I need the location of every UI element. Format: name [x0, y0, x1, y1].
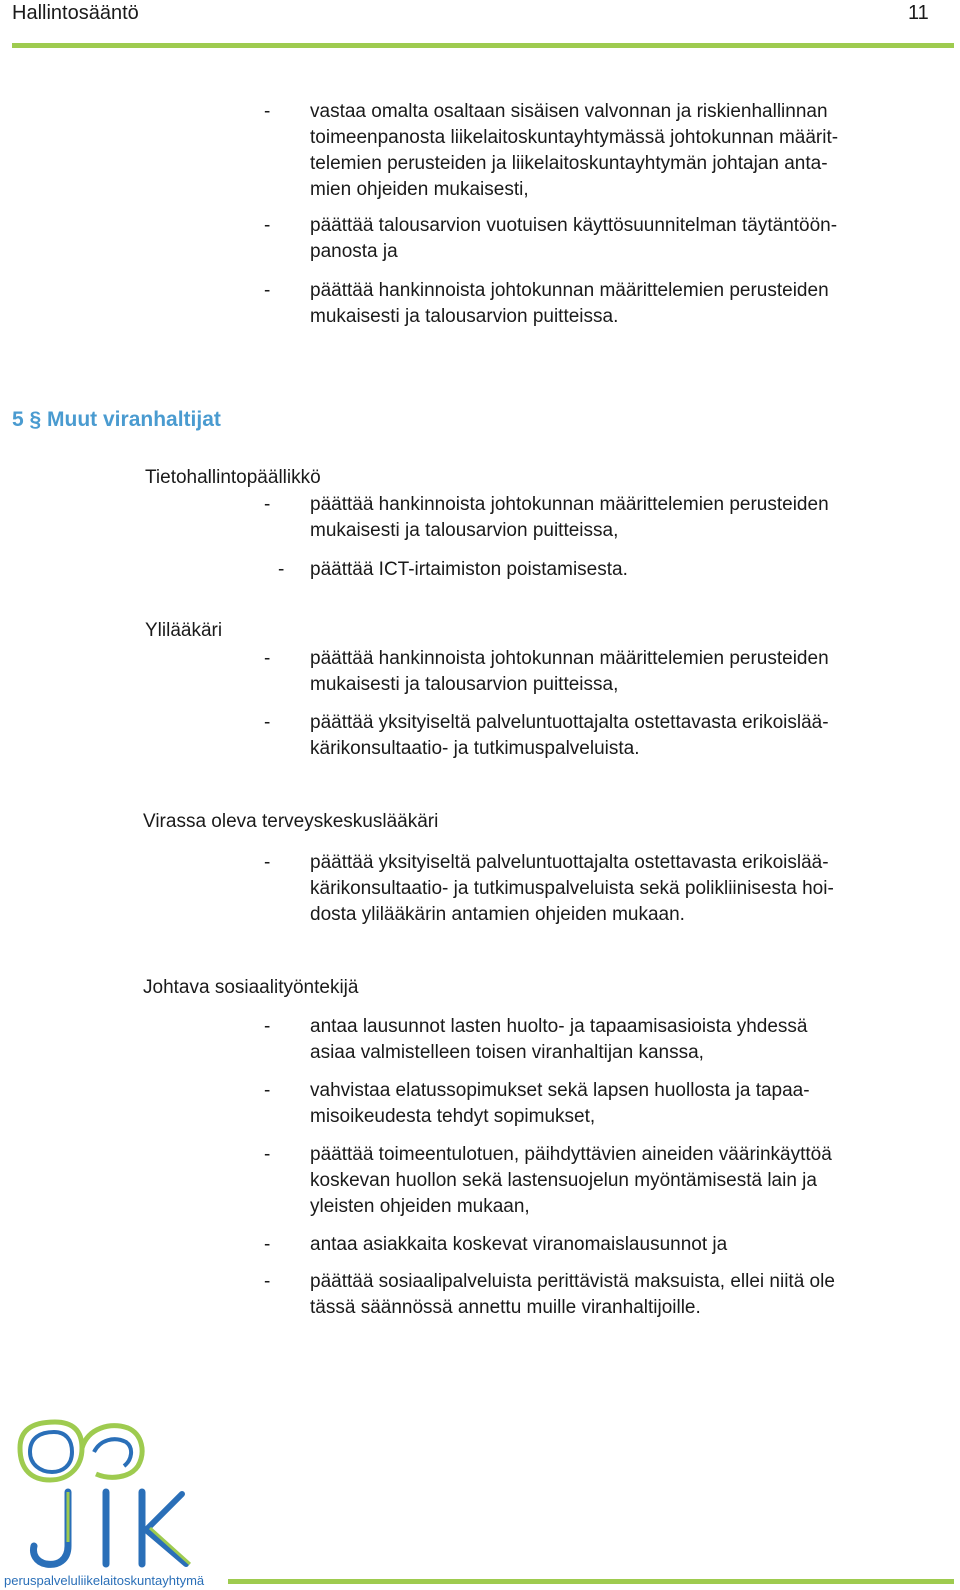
- list-item-text: [310, 850, 930, 928]
- text-line: yleisten ohjeiden mukaan,: [310, 1196, 530, 1217]
- text-line: mukaisesti ja talousarvion puitteissa.: [310, 306, 619, 327]
- list-item-text: [310, 492, 930, 544]
- list-item-text: [310, 710, 930, 762]
- text-line: päättää hankinnoista johtokunnan määrittelemien perusteiden: [310, 494, 829, 515]
- text-line: kärikonsultaatio- ja tutkimuspalveluista sekä polikliinisesta hoi-: [310, 878, 834, 899]
- footer-rule: [228, 1579, 954, 1584]
- list-dash: -: [264, 1234, 271, 1255]
- text-line: misoikeudesta tehdyt sopimukset,: [310, 1106, 596, 1127]
- text-line: päättää sosiaalipalveluista perittävistä maksuista, ellei niitä ole: [310, 1271, 835, 1292]
- text-line: telemien perusteiden ja liikelaitoskuntayhtymän johtajan anta-: [310, 153, 828, 174]
- list-dash: -: [264, 852, 271, 873]
- list-dash: -: [264, 1016, 271, 1037]
- list-item-text: [310, 1232, 930, 1258]
- header-rule: [12, 43, 954, 48]
- text-line: toimeenpanosta liikelaitoskuntayhtymässä johtokunnan määrit-: [310, 127, 839, 148]
- text-line: mien ohjeiden mukaisesti,: [310, 179, 529, 200]
- role-title: Tietohallintopäällikkö: [145, 467, 321, 488]
- text-line: asiaa valmistelleen toisen viranhaltijan kanssa,: [310, 1042, 704, 1063]
- text-line: mukaisesti ja talousarvion puitteissa,: [310, 674, 619, 695]
- logo-text: JIK: [10, 1418, 12, 1419]
- text-line: vastaa omalta osaltaan sisäisen valvonnan ja riskienhallinnan: [310, 101, 828, 122]
- section-heading: 5 § Muut viranhaltijat: [12, 408, 221, 431]
- list-dash: -: [264, 1080, 271, 1101]
- list-dash: -: [264, 101, 271, 122]
- list-dash: -: [264, 712, 271, 733]
- text-line: koskevan huollon sekä lastensuojelun myöntämisestä lain ja: [310, 1170, 817, 1191]
- text-line: tässä säännössä annettu muille viranhaltijoille.: [310, 1297, 701, 1318]
- list-dash: -: [264, 280, 271, 301]
- page-number: 11: [908, 2, 929, 24]
- list-dash: -: [264, 215, 271, 236]
- text-line: päättää toimeentulotuen, päihdyttävien aineiden väärinkäyttöä: [310, 1144, 832, 1165]
- document-title: Hallintosääntö: [12, 2, 139, 24]
- text-line: antaa asiakkaita koskevat viranomaislausunnot ja: [310, 1234, 728, 1255]
- text-line: päättää yksityiseltä palveluntuottajalta ostettavasta erikoislää-: [310, 712, 829, 733]
- text-line: mukaisesti ja talousarvion puitteissa,: [310, 520, 619, 541]
- list-dash: -: [264, 1271, 271, 1292]
- text-line: päättää yksityiseltä palveluntuottajalta ostettavasta erikoislää-: [310, 852, 829, 873]
- list-dash: -: [278, 559, 285, 580]
- list-dash: -: [264, 648, 271, 669]
- list-dash: -: [264, 1144, 271, 1165]
- list-item-text: [310, 213, 930, 265]
- list-item-text: [310, 1078, 930, 1130]
- text-line: vahvistaa elatussopimukset sekä lapsen huollosta ja tapaa-: [310, 1080, 810, 1101]
- text-line: päättää hankinnoista johtokunnan määrittelemien perusteiden: [310, 648, 829, 669]
- text-line: antaa lausunnot lasten huolto- ja tapaamisasioista yhdessä: [310, 1016, 808, 1037]
- role-title: Virassa oleva terveyskeskuslääkäri: [143, 811, 439, 832]
- list-item-text: [310, 1269, 930, 1321]
- list-dash: -: [264, 494, 271, 515]
- text-line: panosta ja: [310, 241, 398, 262]
- list-item-text: [310, 278, 930, 330]
- role-title: Johtava sosiaalityöntekijä: [143, 977, 359, 998]
- text-line: päättää talousarvion vuotuisen käyttösuunnitelman täytäntöön-: [310, 215, 838, 236]
- text-line: kärikonsultaatio- ja tutkimuspalveluista.: [310, 738, 640, 759]
- organization-logo: [10, 1418, 210, 1573]
- list-item-text: [310, 557, 930, 583]
- text-line: dosta ylilääkärin antamien ohjeiden mukaan.: [310, 904, 685, 925]
- list-item-text: [310, 99, 930, 203]
- list-item-text: [310, 646, 930, 698]
- role-title: Ylilääkäri: [145, 620, 223, 641]
- text-line: päättää ICT-irtaimiston poistamisesta.: [310, 559, 628, 580]
- organization-name: peruspalveluliikelaitoskuntayhtymä: [4, 1573, 205, 1588]
- list-item-text: [310, 1142, 930, 1220]
- list-item-text: [310, 1014, 930, 1066]
- text-line: päättää hankinnoista johtokunnan määrittelemien perusteiden: [310, 280, 829, 301]
